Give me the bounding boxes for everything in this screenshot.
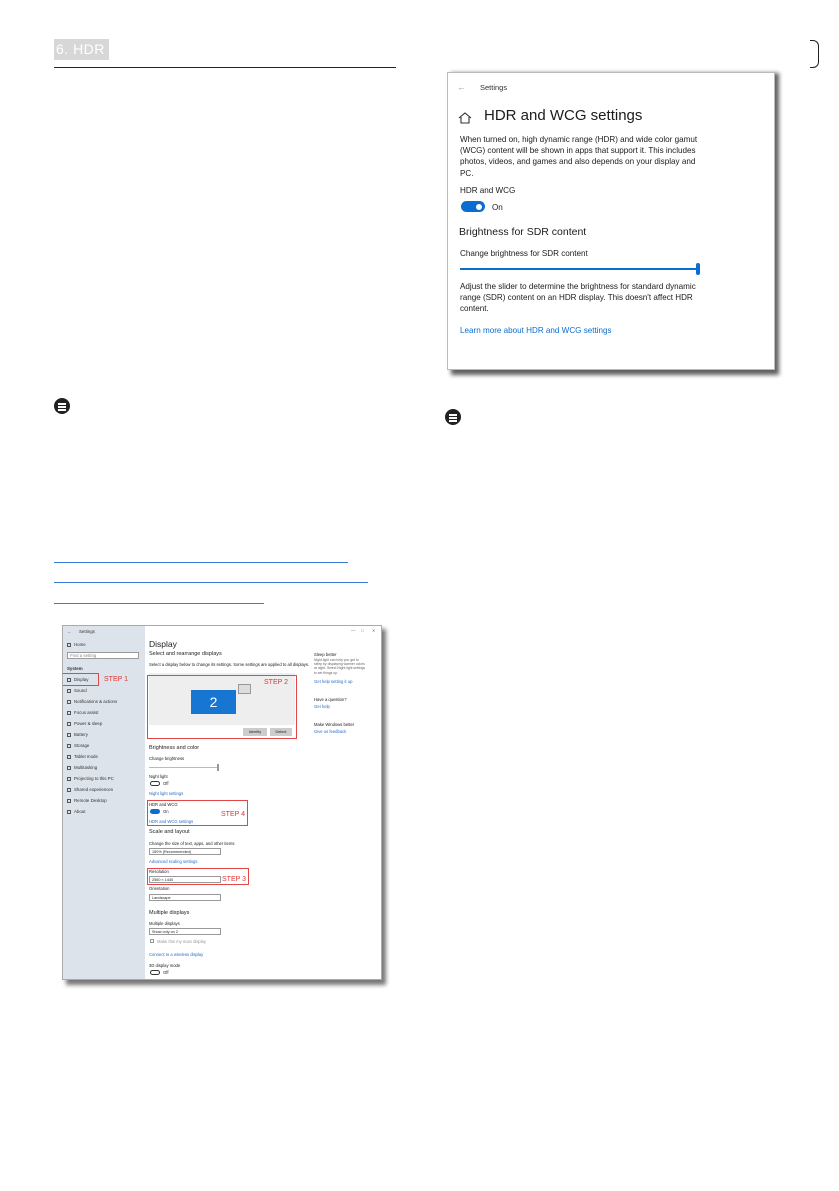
sdr-brightness-slider[interactable] <box>460 268 698 270</box>
feedback-link[interactable]: Give us feedback <box>314 729 347 734</box>
focus-assist-icon <box>67 711 71 715</box>
adjust-line: range (SDR) content on an HDR display. This doesn't affect HDR <box>460 293 693 303</box>
select-displays-desc: Select a display below to change its settings. Some settings are applied to all displays. <box>149 662 310 667</box>
sdr-subheading: Brightness for SDR content <box>459 226 587 238</box>
3d-display-toggle[interactable] <box>150 970 160 975</box>
sidebar-item-notifications[interactable]: Notifications & actions <box>67 699 117 704</box>
sidebar-item-storage[interactable]: Storage <box>67 743 89 748</box>
main-display-checkbox[interactable] <box>150 939 154 943</box>
maximize-button[interactable]: □ <box>361 628 364 633</box>
sidebar-item-shared-experiences[interactable]: Shared experiences <box>67 787 113 792</box>
storage-icon <box>67 744 71 748</box>
monitor-2[interactable]: 2 <box>191 690 236 714</box>
change-brightness-label: Change brightness <box>149 756 185 761</box>
3d-display-label: 3D display mode <box>149 963 181 968</box>
step1-label: STEP 1 <box>104 676 128 683</box>
notifications-icon <box>67 700 71 704</box>
hdr-toggle[interactable] <box>461 201 485 212</box>
step4-label: STEP 4 <box>221 811 245 818</box>
note-icon <box>54 398 70 414</box>
brightness-slider-thumb[interactable] <box>217 764 219 771</box>
sound-icon <box>67 689 71 693</box>
multiple-displays-label: Multiple displays <box>149 921 180 926</box>
step1-highlight <box>62 673 99 686</box>
page-edge-marker <box>810 40 819 68</box>
scale-layout-heading: Scale and layout <box>149 829 190 835</box>
night-light-state: Off <box>163 781 169 786</box>
link-underline[interactable] <box>54 562 348 563</box>
sidebar-item-battery[interactable]: Battery <box>67 732 88 737</box>
sidebar-item-remote-desktop[interactable]: Remote Desktop <box>67 798 107 803</box>
detect-button[interactable]: Detect <box>270 728 292 736</box>
get-help-link[interactable]: Get help <box>314 704 330 709</box>
slider-thumb[interactable] <box>696 263 700 275</box>
battery-icon <box>67 733 71 737</box>
scale-desc: Change the size of text, apps, and other items <box>149 841 235 846</box>
hdr-description <box>460 134 772 179</box>
minimize-button[interactable]: — <box>351 628 356 633</box>
monitor-1[interactable]: 1 <box>238 684 251 694</box>
close-button[interactable]: ✕ <box>372 628 376 633</box>
description-line: When turned on, high dynamic range (HDR) and wide color gamut <box>460 135 698 144</box>
multiple-displays-dropdown[interactable]: Show only on 2 <box>149 928 221 935</box>
link-underline[interactable] <box>54 582 368 583</box>
connect-wireless-link[interactable]: Connect to a wireless display <box>149 952 204 957</box>
power-icon <box>67 722 71 726</box>
window-title: Settings <box>480 83 508 92</box>
display-page-title: Display <box>149 639 177 649</box>
section-rule <box>54 67 396 68</box>
make-windows-better-heading: Make Windows better <box>314 722 355 727</box>
sleep-better-link[interactable]: Get help setting it up <box>314 679 353 684</box>
multitasking-icon <box>67 766 71 770</box>
hdr-wcg-settings-link[interactable]: HDR and WCG settings <box>149 819 194 824</box>
sidebar-item-tablet-mode[interactable]: Tablet mode <box>67 754 98 759</box>
multiple-displays-heading: Multiple displays <box>149 910 190 916</box>
sleep-better-heading: Sleep better <box>314 652 337 657</box>
orientation-label: Orientation <box>149 886 170 891</box>
hdr-wcg-label: HDR and WCG <box>149 802 178 807</box>
remote-desktop-icon <box>67 799 71 803</box>
sidebar-item-focus-assist[interactable]: Focus assist <box>67 710 98 715</box>
sidebar-item-about[interactable]: About <box>67 809 85 814</box>
link-underline[interactable] <box>54 603 264 604</box>
hdr-settings-window <box>447 72 775 370</box>
resolution-dropdown[interactable]: 2560 × 1440 <box>149 876 221 883</box>
tablet-icon <box>67 755 71 759</box>
sidebar-item-sound[interactable]: Sound <box>67 688 87 693</box>
info-icon <box>67 810 71 814</box>
sidebar-item-display[interactable]: Display <box>67 677 88 682</box>
hdr-wcg-state: On <box>163 809 169 814</box>
advanced-scaling-link[interactable]: Advanced scaling settings <box>149 859 198 864</box>
learn-more-link[interactable]: Learn more about HDR and WCG settings <box>460 326 612 335</box>
page-heading: HDR and WCG settings <box>484 107 643 124</box>
sidebar-item-projecting[interactable]: Projecting to this PC <box>67 776 114 781</box>
toggle-state: On <box>492 203 503 212</box>
home-icon <box>67 643 71 647</box>
home-icon[interactable] <box>458 112 472 124</box>
projecting-icon <box>67 777 71 781</box>
adjust-line: content. <box>460 304 489 314</box>
adjust-line: Adjust the slider to determine the brightness for standard dynamic <box>460 282 696 291</box>
sidebar-back-icon[interactable]: ← <box>67 629 72 634</box>
scale-dropdown[interactable]: 150% (Recommended) <box>149 848 221 855</box>
night-light-label: Night light <box>149 774 168 779</box>
sidebar-title: Settings <box>79 629 95 634</box>
description-line: photos, videos, and games and also depends on your display and <box>460 157 696 167</box>
main-display-checkbox-label: Make this my main display <box>157 939 207 944</box>
toggle-knob <box>476 204 482 210</box>
night-light-settings-link[interactable]: Night light settings <box>149 791 184 796</box>
sleep-better-text: Night light can help you get to sleep by displaying warmer colors at night. Select Night light settings to set things up. <box>314 658 366 675</box>
sidebar-item-multitasking[interactable]: Multitasking <box>67 765 97 770</box>
resolution-label: Resolution <box>149 869 169 874</box>
toggle-label: HDR and WCG <box>460 186 516 195</box>
sidebar-search-input[interactable]: Find a setting <box>67 652 139 659</box>
brightness-slider[interactable] <box>149 767 219 768</box>
adjust-text <box>460 281 772 315</box>
brightness-heading: Brightness and color <box>149 745 200 751</box>
slider-label: Change brightness for SDR content <box>460 249 588 258</box>
shared-icon <box>67 788 71 792</box>
sidebar-group-label: System <box>67 666 83 671</box>
3d-display-state: Off <box>163 970 169 975</box>
note-icon <box>445 409 461 425</box>
section-title: 6. HDR <box>54 39 109 60</box>
step3-label: STEP 3 <box>222 876 246 883</box>
sidebar-item-power-sleep[interactable]: Power & sleep <box>67 721 102 726</box>
description-line: PC. <box>460 168 474 178</box>
description-line: (WCG) content will be shown in apps that support it. This includes <box>460 146 696 156</box>
sidebar-item-home[interactable]: Home <box>67 642 86 647</box>
night-light-toggle[interactable] <box>150 781 160 786</box>
step2-label: STEP 2 <box>264 679 288 686</box>
question-heading: Have a question? <box>314 697 347 702</box>
select-displays-heading: Select and rearrange displays <box>149 651 222 657</box>
orientation-dropdown[interactable]: Landscape <box>149 894 221 901</box>
display-settings-window <box>62 625 382 980</box>
identify-button[interactable]: Identify <box>243 728 267 736</box>
back-arrow-icon[interactable]: ← <box>457 82 466 92</box>
